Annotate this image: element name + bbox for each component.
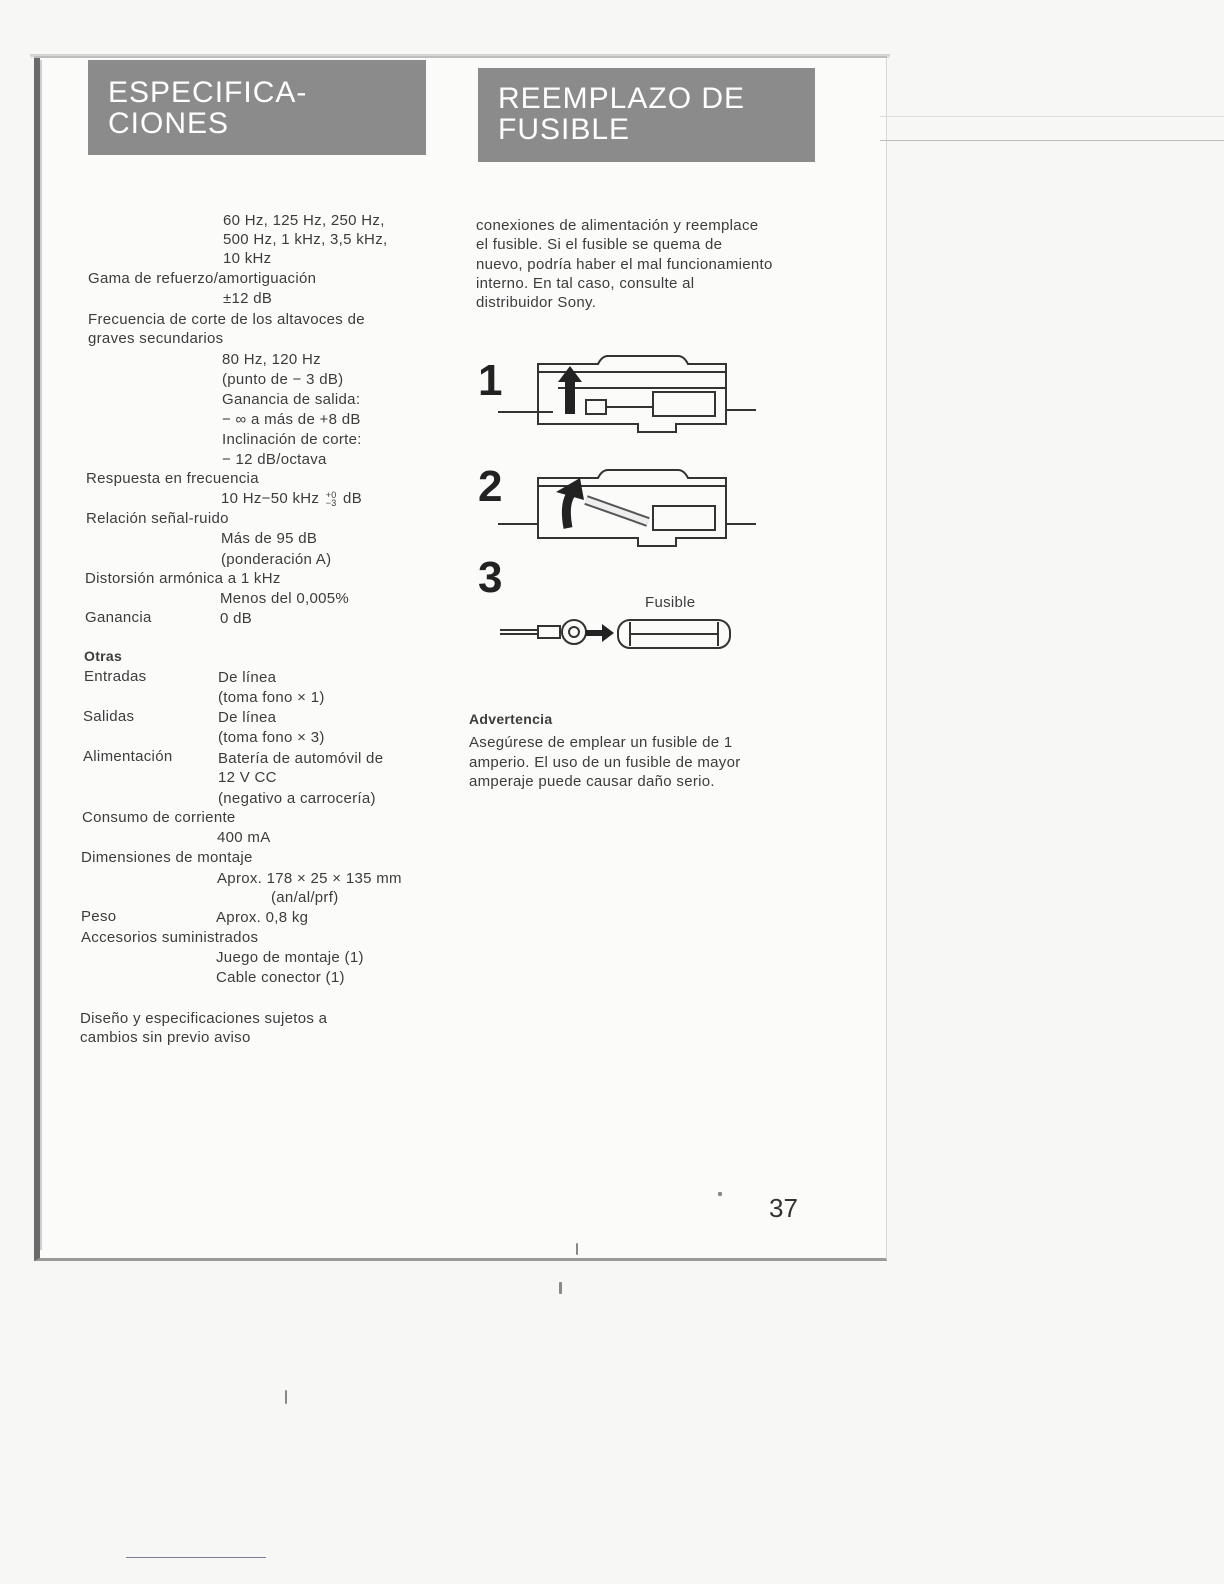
others-heading: Otras <box>84 648 123 664</box>
thd-label: Distorsión armónica a 1 kHz <box>85 570 281 587</box>
specifications-title-line1: ESPECIFICA- <box>108 76 308 109</box>
frequency-response-range: 10 Hz−50 kHz <box>221 490 320 507</box>
subwoofer-cutoff-value: 80 Hz, 120 Hz <box>222 351 321 368</box>
step-3-illustration <box>498 614 738 656</box>
dimensions-order: (an/al/prf) <box>271 889 339 906</box>
snr-weighting: (ponderación A) <box>221 551 332 568</box>
gain-value: 0 dB <box>220 610 253 627</box>
intro-line2: el fusible. Si el fusible se quema de <box>476 236 723 253</box>
subwoofer-cutoff-label-line1: Frecuencia de corte de los altavoces de <box>88 311 365 328</box>
warning-line2: amperio. El uso de un fusible de mayor <box>469 754 741 771</box>
arrow-right-icon <box>586 624 614 642</box>
fuse-title-line2: FUSIBLE <box>498 113 631 146</box>
scan-speck <box>559 1282 562 1294</box>
power-value-line1: Batería de automóvil de <box>218 750 384 767</box>
inputs-value: De línea <box>218 669 277 686</box>
scan-speck <box>576 1243 578 1255</box>
weight-value: Aprox. 0,8 kg <box>216 909 309 926</box>
accessory-mounting-kit: Juego de montaje (1) <box>216 949 364 966</box>
accessories-label: Accesorios suministrados <box>81 929 259 946</box>
inputs-jack: (toma fono × 1) <box>218 689 325 706</box>
scan-speck <box>718 1192 722 1196</box>
power-value-line2: 12 V CC <box>218 769 277 786</box>
eq-frequencies-line1: 60 Hz, 125 Hz, 250 Hz, <box>223 212 385 229</box>
output-gain-value: − ∞ a más de +8 dB <box>222 411 361 428</box>
frequency-response-tolerance <box>326 491 337 507</box>
gain-label: Ganancia <box>85 609 152 626</box>
fuse-connector <box>500 620 586 644</box>
eq-frequencies-line2: 500 Hz, 1 kHz, 3,5 kHz, <box>223 231 388 248</box>
specifications-title-line2: CIONES <box>108 107 230 140</box>
power-label: Alimentación <box>83 748 173 765</box>
snr-value: Más de 95 dB <box>221 530 318 547</box>
manual-page <box>34 58 887 1261</box>
cutoff-slope-label: Inclinación de corte: <box>222 431 362 448</box>
step-2-illustration <box>498 466 758 556</box>
warning-line1: Asegúrese de emplear un fusible de 1 <box>469 734 733 751</box>
fuse-replacement-title <box>478 68 815 162</box>
intro-line1: conexiones de alimentación y reemplace <box>476 217 759 234</box>
snr-label: Relación señal-ruido <box>86 510 229 527</box>
eq-frequencies-line3: 10 kHz <box>223 250 272 267</box>
intro-line4: interno. En tal caso, consulte al <box>476 275 695 292</box>
inputs-label: Entradas <box>84 668 147 685</box>
outputs-jack: (toma fono × 3) <box>218 729 325 746</box>
scan-artifact-line <box>126 1557 266 1558</box>
outputs-label: Salidas <box>83 708 135 725</box>
subwoofer-cutoff-label-line2: graves secundarios <box>88 330 224 347</box>
spine-line <box>40 60 42 1250</box>
step-1-number: 1 <box>478 356 503 405</box>
page-number: 37 <box>769 1193 798 1223</box>
weight-label: Peso <box>81 908 117 925</box>
fuse-holder-closed <box>498 356 756 432</box>
frequency-response-unit: dB <box>343 490 362 507</box>
step-2-number: 2 <box>478 462 503 511</box>
power-value-line3: (negativo a carrocería) <box>218 790 376 807</box>
output-gain-label: Ganancia de salida: <box>222 391 361 408</box>
boost-range-label: Gama de refuerzo/amortiguación <box>88 270 317 287</box>
thd-value: Menos del 0,005% <box>220 590 350 607</box>
step-1-illustration <box>498 352 758 442</box>
warning-line3: amperaje puede causar daño serio. <box>469 773 715 790</box>
current-label: Consumo de corriente <box>82 809 236 826</box>
fuse-icon <box>618 620 730 648</box>
dimensions-label: Dimensiones de montaje <box>81 849 253 866</box>
arrow-up-icon <box>558 366 582 414</box>
scan-speck <box>285 1390 287 1404</box>
background-rule <box>880 140 1224 141</box>
boost-range-value: ±12 dB <box>223 290 273 307</box>
disclaimer-line2: cambios sin previo aviso <box>80 1029 251 1046</box>
fuse-title-line1: REEMPLAZO DE <box>498 82 746 115</box>
intro-line3: nuevo, podría haber el mal funcionamiento <box>476 256 773 273</box>
frequency-response-value <box>221 490 362 507</box>
accessory-cable: Cable conector (1) <box>216 969 345 986</box>
specifications-title <box>88 60 426 155</box>
fuse-label: Fusible <box>645 594 696 611</box>
subwoofer-cutoff-point: (punto de − 3 dB) <box>222 371 344 388</box>
outputs-value: De línea <box>218 709 277 726</box>
warning-heading: Advertencia <box>469 711 553 727</box>
tolerance-bottom: −3 <box>325 498 337 509</box>
intro-line5: distribuidor Sony. <box>476 294 597 311</box>
background-rule <box>880 116 1224 117</box>
disclaimer-line1: Diseño y especificaciones sujetos a <box>80 1010 328 1027</box>
frequency-response-label: Respuesta en frecuencia <box>86 470 259 487</box>
fuse-holder-open <box>498 470 756 546</box>
step-3-number: 3 <box>478 553 503 602</box>
tolerance-top: +0 <box>325 490 337 501</box>
dimensions-value: Aprox. 178 × 25 × 135 mm <box>217 870 402 887</box>
current-value: 400 mA <box>217 829 271 846</box>
cutoff-slope-value: − 12 dB/octava <box>222 451 327 468</box>
